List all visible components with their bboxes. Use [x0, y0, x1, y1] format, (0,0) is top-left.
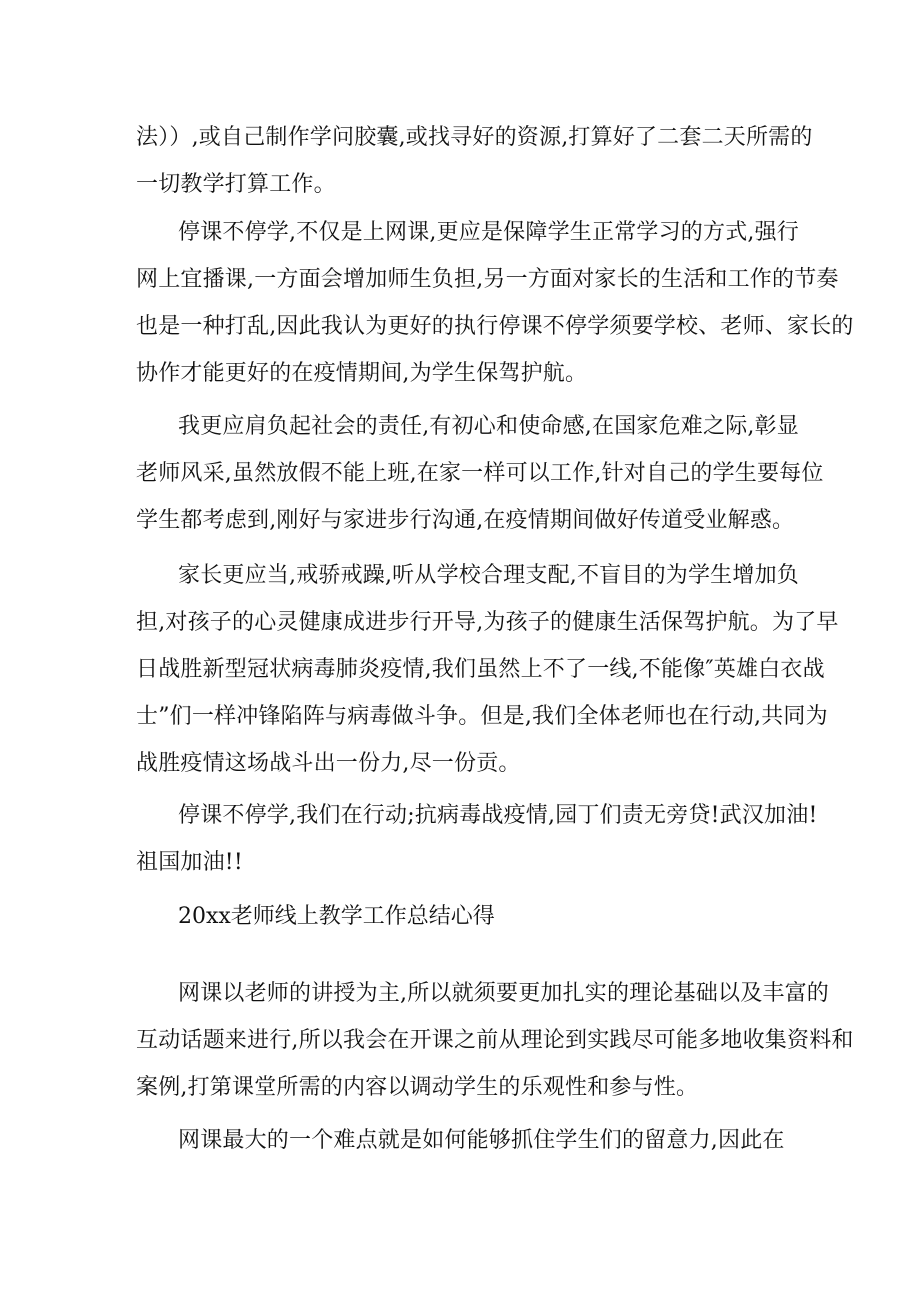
- paragraph-line: 网课最大的一个难点就是如何能够抓住学生们的留意力,因此在: [178, 1128, 785, 1153]
- paragraph-line: 老师风采,虽然放假不能上班,在家一样可以工作,针对自己的学生要每位: [136, 461, 824, 486]
- paragraph-line: 士”们一样冲锋陷阵与病毒做斗争。但是,我们全体老师也在行动,共同为: [136, 704, 828, 729]
- paragraph-line: 停课不停学,不仅是上网课,更应是保障学生正常学习的方式,强行: [178, 220, 799, 245]
- paragraph-line: 战胜疫情这场战斗出一份力,尽一份贡。: [136, 751, 521, 776]
- paragraph-line: 家长更应当,戒骄戒躁,听从学校合理支配,不盲目的为学生增加负: [178, 563, 799, 588]
- section-heading: 20xx老师线上教学工作总结心得: [178, 904, 495, 929]
- paragraph-line: 网课以老师的讲授为主,所以就须要更加扎实的理论基础以及丰富的: [178, 981, 829, 1006]
- paragraph-line: 日战胜新型冠状病毒肺炎疫情,我们虽然上不了一线,不能像″英雄白衣战: [136, 657, 825, 682]
- paragraph-line: 祖国加油!!: [136, 850, 243, 875]
- paragraph-line: 互动话题来进行,所以我会在开课之前从理论到实践尽可能多地收集资料和: [136, 1028, 854, 1053]
- paragraph-line: 案例,打第课堂所需的内容以调动学生的乐观性和参与性。: [136, 1075, 699, 1100]
- paragraph-line: 我更应肩负起社会的责任,有初心和使命感,在国家危难之际,彰显: [178, 414, 799, 439]
- paragraph-line: 停课不停学,我们在行动;抗病毒战疫情,园丁们责无旁贷!武汉加油!: [178, 803, 818, 828]
- paragraph-line: 协作才能更好的在疫情期间,为学生保驾护航。: [136, 361, 588, 386]
- paragraph-line: 学生都考虑到,刚好与家进步行沟通,在疫情期间做好传道受业解惑。: [136, 508, 795, 533]
- paragraph-line: 担,对孩子的心灵健康成进步行开导,为孩子的健康生活保驾护航。为了早: [136, 610, 839, 635]
- paragraph-line: 法））,或自己制作学问胶囊,或找寻好的资源,打算好了二套二天所需的: [136, 125, 813, 150]
- paragraph-line: 也是一种打乱,因此我认为更好的执行停课不停学须要学校、老师、家长的: [136, 314, 854, 339]
- paragraph-line: 网上宜播课,一方面会增加师生负担,另一方面对家长的生活和工作的节奏: [136, 267, 839, 292]
- paragraph-line: 一切教学打算工作。: [136, 172, 336, 197]
